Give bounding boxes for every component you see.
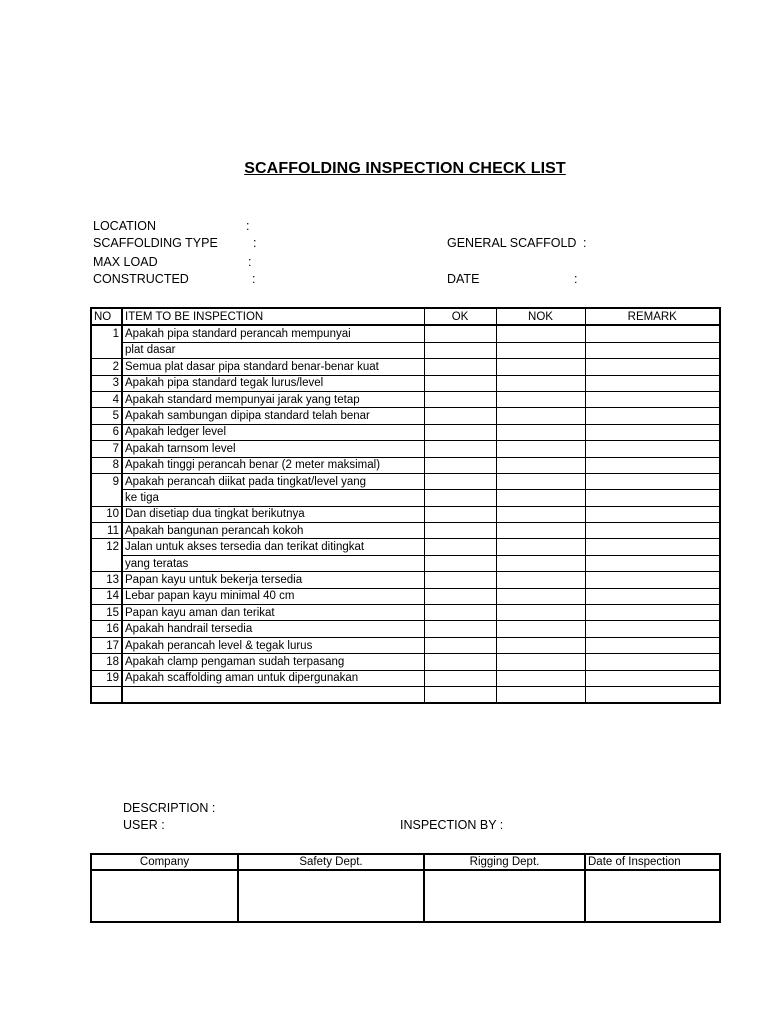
row-number bbox=[91, 555, 122, 571]
row-ok-cell[interactable] bbox=[424, 637, 496, 653]
checklist-row bbox=[91, 523, 720, 539]
row-item-text: plat dasar bbox=[122, 342, 424, 358]
column-header-no: NO bbox=[91, 308, 122, 325]
row-ok-cell[interactable] bbox=[424, 588, 496, 604]
row-number: 2 bbox=[91, 359, 122, 375]
row-ok-cell[interactable] bbox=[424, 408, 496, 424]
row-remark-cell[interactable] bbox=[585, 457, 720, 473]
checklist-row bbox=[91, 654, 720, 670]
row-remark-cell[interactable] bbox=[585, 325, 720, 342]
row-number bbox=[91, 686, 122, 703]
row-number bbox=[91, 342, 122, 358]
row-number: 9 bbox=[91, 473, 122, 489]
row-nok-cell[interactable] bbox=[496, 523, 585, 539]
general-scaffold-label: GENERAL SCAFFOLD bbox=[447, 236, 577, 250]
signoff-safety-cell[interactable] bbox=[238, 870, 424, 922]
row-remark-cell[interactable] bbox=[585, 375, 720, 391]
row-ok-cell[interactable] bbox=[424, 523, 496, 539]
row-number: 13 bbox=[91, 572, 122, 588]
row-nok-cell[interactable] bbox=[496, 457, 585, 473]
row-number: 11 bbox=[91, 523, 122, 539]
row-item-text: Apakah tarnsom level bbox=[122, 441, 424, 457]
checklist-row bbox=[91, 375, 720, 391]
checklist-row bbox=[91, 539, 720, 555]
row-remark-cell[interactable] bbox=[585, 391, 720, 407]
date-label: DATE bbox=[447, 272, 480, 286]
row-nok-cell[interactable] bbox=[496, 408, 585, 424]
row-ok-cell[interactable] bbox=[424, 621, 496, 637]
row-ok-cell[interactable] bbox=[424, 490, 496, 506]
row-number: 18 bbox=[91, 654, 122, 670]
signoff-rigging-cell[interactable] bbox=[424, 870, 585, 922]
row-ok-cell[interactable] bbox=[424, 391, 496, 407]
row-number: 4 bbox=[91, 391, 122, 407]
checklist-row bbox=[91, 506, 720, 522]
checklist-row bbox=[91, 408, 720, 424]
checklist-row bbox=[91, 637, 720, 653]
checklist-row bbox=[91, 670, 720, 686]
row-ok-cell[interactable] bbox=[424, 572, 496, 588]
row-item-text: Apakah clamp pengaman sudah terpasang bbox=[122, 654, 424, 670]
max-load-label: MAX LOAD bbox=[93, 255, 158, 269]
inspection-by-label: INSPECTION BY : bbox=[400, 818, 504, 832]
row-number: 19 bbox=[91, 670, 122, 686]
row-ok-cell[interactable] bbox=[424, 539, 496, 555]
row-remark-cell[interactable] bbox=[585, 686, 720, 703]
row-item-text: Papan kayu untuk bekerja tersedia bbox=[122, 572, 424, 588]
row-remark-cell[interactable] bbox=[585, 621, 720, 637]
row-item-text: Apakah sambungan dipipa standard telah benar bbox=[122, 408, 424, 424]
row-nok-cell[interactable] bbox=[496, 555, 585, 571]
signoff-date-cell[interactable] bbox=[585, 870, 720, 922]
signoff-header-safety: Safety Dept. bbox=[238, 854, 424, 870]
row-item-text: Lebar papan kayu minimal 40 cm bbox=[122, 588, 424, 604]
column-header-nok: NOK bbox=[496, 308, 585, 325]
row-nok-cell[interactable] bbox=[496, 621, 585, 637]
row-nok-cell[interactable] bbox=[496, 391, 585, 407]
row-number: 12 bbox=[91, 539, 122, 555]
row-nok-cell[interactable] bbox=[496, 670, 585, 686]
row-remark-cell[interactable] bbox=[585, 408, 720, 424]
page-title: SCAFFOLDING INSPECTION CHECK LIST bbox=[244, 160, 566, 177]
row-item-text: Jalan untuk akses tersedia dan terikat ditingkat bbox=[122, 539, 424, 555]
row-number: 1 bbox=[91, 325, 122, 342]
row-ok-cell[interactable] bbox=[424, 359, 496, 375]
row-item-text: Semua plat dasar pipa standard benar-benar kuat bbox=[122, 359, 424, 375]
row-ok-cell[interactable] bbox=[424, 441, 496, 457]
location-colon: : bbox=[246, 219, 250, 233]
checklist-row bbox=[91, 572, 720, 588]
row-number bbox=[91, 490, 122, 506]
row-remark-cell[interactable] bbox=[585, 572, 720, 588]
row-number: 7 bbox=[91, 441, 122, 457]
row-nok-cell[interactable] bbox=[496, 441, 585, 457]
row-remark-cell[interactable] bbox=[585, 637, 720, 653]
checklist-row bbox=[91, 424, 720, 440]
row-nok-cell[interactable] bbox=[496, 654, 585, 670]
row-ok-cell[interactable] bbox=[424, 375, 496, 391]
row-item-text: Apakah scaffolding aman untuk dipergunakan bbox=[122, 670, 424, 686]
checklist-row bbox=[91, 325, 720, 342]
row-nok-cell[interactable] bbox=[496, 588, 585, 604]
row-remark-cell[interactable] bbox=[585, 670, 720, 686]
row-remark-cell[interactable] bbox=[585, 555, 720, 571]
row-number: 8 bbox=[91, 457, 122, 473]
row-nok-cell[interactable] bbox=[496, 342, 585, 358]
signoff-row bbox=[91, 870, 720, 922]
row-ok-cell[interactable] bbox=[424, 555, 496, 571]
row-item-text: Apakah handrail tersedia bbox=[122, 621, 424, 637]
row-ok-cell[interactable] bbox=[424, 506, 496, 522]
row-nok-cell[interactable] bbox=[496, 424, 585, 440]
row-item-text: Dan disetiap dua tingkat berikutnya bbox=[122, 506, 424, 522]
column-header-ok: OK bbox=[424, 308, 496, 325]
row-nok-cell[interactable] bbox=[496, 539, 585, 555]
row-nok-cell[interactable] bbox=[496, 490, 585, 506]
row-item-text: ke tiga bbox=[122, 490, 424, 506]
row-nok-cell[interactable] bbox=[496, 572, 585, 588]
row-nok-cell[interactable] bbox=[496, 359, 585, 375]
checklist-row bbox=[91, 621, 720, 637]
description-label: DESCRIPTION : bbox=[123, 801, 216, 815]
row-remark-cell[interactable] bbox=[585, 342, 720, 358]
checklist-row bbox=[91, 441, 720, 457]
row-nok-cell[interactable] bbox=[496, 637, 585, 653]
row-ok-cell[interactable] bbox=[424, 424, 496, 440]
row-ok-cell[interactable] bbox=[424, 654, 496, 670]
row-number: 10 bbox=[91, 506, 122, 522]
row-number: 16 bbox=[91, 621, 122, 637]
row-remark-cell[interactable] bbox=[585, 490, 720, 506]
row-number: 5 bbox=[91, 408, 122, 424]
row-ok-cell[interactable] bbox=[424, 670, 496, 686]
row-remark-cell[interactable] bbox=[585, 424, 720, 440]
row-number: 6 bbox=[91, 424, 122, 440]
row-remark-cell[interactable] bbox=[585, 506, 720, 522]
row-ok-cell[interactable] bbox=[424, 605, 496, 621]
row-nok-cell[interactable] bbox=[496, 686, 585, 703]
general-scaffold-colon: : bbox=[583, 236, 587, 250]
row-item-text: Apakah bangunan perancah kokoh bbox=[122, 523, 424, 539]
row-item-text: Apakah perancah level & tegak lurus bbox=[122, 637, 424, 653]
row-ok-cell[interactable] bbox=[424, 325, 496, 342]
row-number: 15 bbox=[91, 605, 122, 621]
checklist-row bbox=[91, 555, 720, 571]
column-header-remark: REMARK bbox=[585, 308, 720, 325]
signoff-header-company: Company bbox=[91, 854, 238, 870]
row-item-text: yang teratas bbox=[122, 555, 424, 571]
column-header-item: ITEM TO BE INSPECTION bbox=[122, 308, 424, 325]
max-load-colon: : bbox=[248, 255, 252, 269]
row-nok-cell[interactable] bbox=[496, 325, 585, 342]
row-item-text bbox=[122, 686, 424, 703]
row-item-text: Papan kayu aman dan terikat bbox=[122, 605, 424, 621]
checklist-row bbox=[91, 605, 720, 621]
checklist-row bbox=[91, 342, 720, 358]
row-item-text: Apakah pipa standard perancah mempunyai bbox=[122, 325, 424, 342]
checklist-row bbox=[91, 490, 720, 506]
row-remark-cell[interactable] bbox=[585, 654, 720, 670]
scaffolding-type-label: SCAFFOLDING TYPE bbox=[93, 236, 218, 250]
row-nok-cell[interactable] bbox=[496, 605, 585, 621]
row-nok-cell[interactable] bbox=[496, 506, 585, 522]
location-label: LOCATION bbox=[93, 219, 156, 233]
row-nok-cell[interactable] bbox=[496, 473, 585, 489]
user-label: USER : bbox=[123, 818, 165, 832]
checklist-row bbox=[91, 473, 720, 489]
checklist-row bbox=[91, 686, 720, 703]
row-ok-cell[interactable] bbox=[424, 342, 496, 358]
row-ok-cell[interactable] bbox=[424, 457, 496, 473]
row-remark-cell[interactable] bbox=[585, 441, 720, 457]
row-item-text: Apakah tinggi perancah benar (2 meter maksimal) bbox=[122, 457, 424, 473]
row-ok-cell[interactable] bbox=[424, 473, 496, 489]
row-remark-cell[interactable] bbox=[585, 473, 720, 489]
row-item-text: Apakah ledger level bbox=[122, 424, 424, 440]
row-ok-cell[interactable] bbox=[424, 686, 496, 703]
signoff-header-rigging: Rigging Dept. bbox=[424, 854, 585, 870]
scaffolding-type-colon: : bbox=[253, 236, 257, 250]
row-remark-cell[interactable] bbox=[585, 605, 720, 621]
checklist-row bbox=[91, 588, 720, 604]
signoff-table bbox=[90, 853, 721, 923]
row-remark-cell[interactable] bbox=[585, 539, 720, 555]
row-item-text: Apakah perancah diikat pada tingkat/level yang bbox=[122, 473, 424, 489]
row-nok-cell[interactable] bbox=[496, 375, 585, 391]
checklist-header-row bbox=[91, 308, 720, 325]
row-item-text: Apakah standard mempunyai jarak yang tetap bbox=[122, 391, 424, 407]
row-remark-cell[interactable] bbox=[585, 523, 720, 539]
constructed-colon: : bbox=[252, 272, 256, 286]
row-remark-cell[interactable] bbox=[585, 359, 720, 375]
constructed-label: CONSTRUCTED bbox=[93, 272, 189, 286]
inspection-checklist-table bbox=[90, 307, 721, 704]
row-number: 3 bbox=[91, 375, 122, 391]
signoff-header-row bbox=[91, 854, 720, 870]
row-number: 17 bbox=[91, 637, 122, 653]
signoff-company-cell[interactable] bbox=[91, 870, 238, 922]
checklist-row bbox=[91, 391, 720, 407]
checklist-row bbox=[91, 457, 720, 473]
row-item-text: Apakah pipa standard tegak lurus/level bbox=[122, 375, 424, 391]
date-colon: : bbox=[574, 272, 578, 286]
checklist-row bbox=[91, 359, 720, 375]
row-number: 14 bbox=[91, 588, 122, 604]
signoff-header-date: Date of Inspection bbox=[585, 854, 720, 870]
row-remark-cell[interactable] bbox=[585, 588, 720, 604]
